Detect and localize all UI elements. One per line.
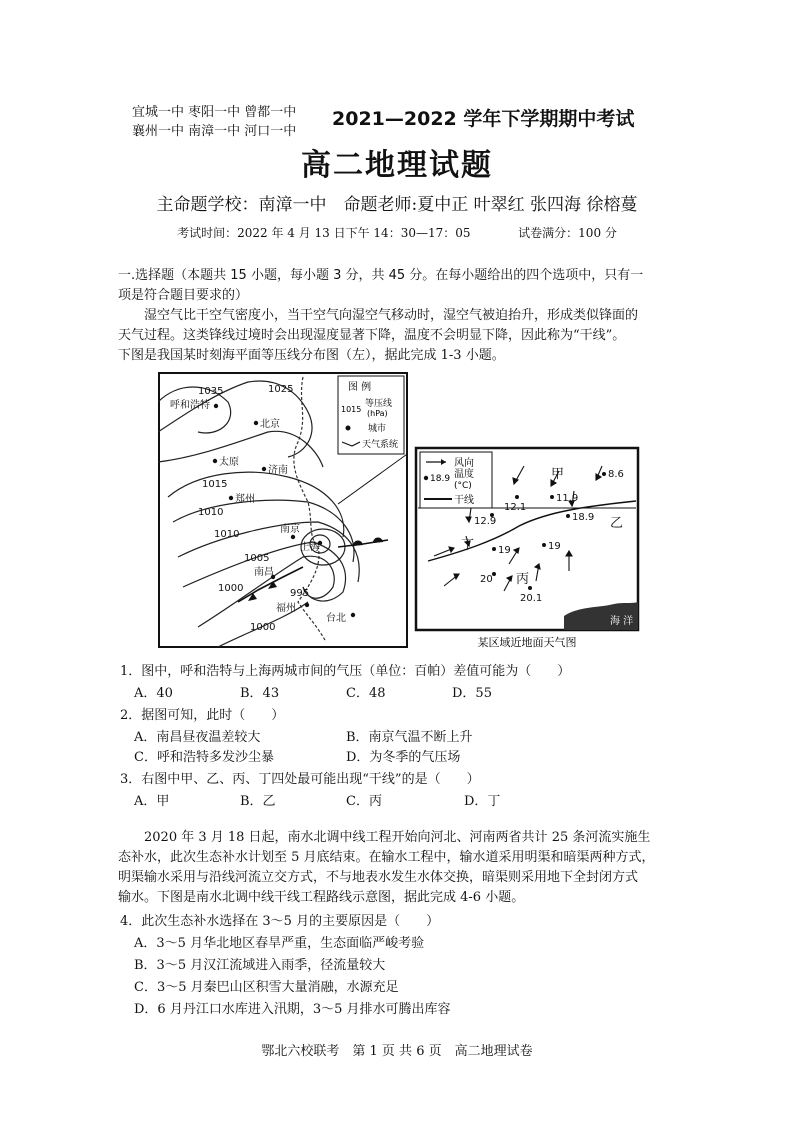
- legend-dryline: 干线: [454, 495, 474, 506]
- section-heading-line1: 一.选择题（本题共 15 小题，每小题 3 分，共 45 分。在每小题给出的四个选项中，只有一: [118, 268, 644, 283]
- isobar-label: 1010: [198, 507, 224, 518]
- temperature-label: 19: [548, 541, 561, 552]
- option[interactable]: C．呼和浩特多发沙尘暴: [134, 750, 274, 765]
- option[interactable]: B．乙: [240, 794, 276, 809]
- option[interactable]: A．南昌昼夜温差较大: [134, 730, 261, 745]
- temperature-label: 18.9: [572, 512, 595, 523]
- passage-2: [118, 828, 698, 908]
- legend-city-dot: [346, 426, 351, 431]
- question-2: [120, 704, 284, 723]
- isobar-label: 1035: [198, 386, 224, 397]
- city-label: 上海: [300, 542, 320, 553]
- location-label-bing: 丙: [516, 572, 530, 587]
- legend-city: 城市: [368, 424, 387, 434]
- option[interactable]: C．丙: [346, 794, 382, 809]
- legend-isobar-value: 1015: [341, 405, 362, 414]
- city-label: 福州: [276, 603, 296, 614]
- passage-1: [118, 306, 688, 366]
- question-stem: 2．据图可知，此时（ ）: [120, 708, 285, 723]
- option[interactable]: A．甲: [134, 794, 170, 809]
- section-heading-line2: 项是符合题目要求的）: [118, 288, 249, 303]
- legend-temp: 温度: [454, 469, 474, 480]
- city-label: 南昌: [254, 567, 274, 578]
- location-label-jia: 甲: [551, 467, 565, 482]
- temperature-label: 12.1: [504, 502, 527, 513]
- legend-weather: 天气系统: [362, 440, 399, 450]
- city-label: 太原: [219, 457, 239, 468]
- passage-1-line3: 下图是我国某时刻海平面等压线分布图（左），据此完成 1-3 小题。: [118, 348, 505, 363]
- option[interactable]: B．3～5 月汉江流域进入雨季，径流量较大: [134, 958, 386, 973]
- option[interactable]: D．6 月丹江口水库进入汛期，3～5 月排水可腾出库容: [134, 1002, 451, 1017]
- option[interactable]: C．48: [346, 686, 386, 701]
- page-title: 高二地理试题: [301, 148, 493, 183]
- question-1: [120, 660, 570, 679]
- temperature-label: 12.9: [474, 516, 497, 527]
- passage-2-line2: 态补水，此次生态补水计划至 5 月底结束。在输水工程中，输水道采用明渠和暗渠两种方式，: [118, 850, 655, 865]
- sea-label: 海 洋: [610, 616, 634, 627]
- map-caption: 某区域近地面天气图: [477, 636, 577, 649]
- legend-temp-unit: (°C): [454, 481, 472, 491]
- city-label: 台北: [326, 613, 346, 624]
- question-stem: 3．右图中甲、乙、丙、丁四处最可能出现“干线”的是（ ）: [120, 772, 480, 787]
- option[interactable]: D．丁: [464, 794, 501, 809]
- exam-info: [0, 224, 794, 241]
- temperature-label: 20.1: [520, 593, 543, 604]
- isobar-label: 995: [290, 588, 310, 599]
- isobar-label: 1025: [268, 384, 294, 395]
- school-list: [132, 103, 296, 141]
- city-label: 济南: [268, 465, 288, 476]
- temperature-label: 19: [498, 545, 511, 556]
- section-heading: [118, 266, 698, 306]
- option[interactable]: A．40: [134, 686, 173, 701]
- city-label: 北京: [260, 419, 280, 430]
- passage-1-line1: 湿空气比干空气密度小，当干空气向湿空气移动时，湿空气被迫抬升，形成类似锋面的: [144, 308, 639, 323]
- isobar-label: 1005: [244, 553, 270, 564]
- school-list-line1: 宜城一中 枣阳一中 曾都一中: [132, 105, 297, 120]
- school-list-line2: 襄州一中 南漳一中 河口一中: [132, 124, 297, 139]
- temperature-label: 8.6: [608, 469, 624, 480]
- legend-temp-sample: 18.9: [430, 474, 451, 484]
- city-label: 呼和浩特: [170, 400, 210, 411]
- legend-unit: (hPa): [367, 409, 388, 418]
- exam-title: 2021—2022 学年下学期期中考试: [332, 108, 635, 130]
- temperature-label: 20: [480, 574, 493, 585]
- option[interactable]: B．南京气温不断上升: [346, 730, 473, 745]
- temperature-label: 11.9: [556, 493, 579, 504]
- passage-2-line4: 输水。下图是南水北调中线干线工程路线示意图，据此完成 4-6 小题。: [118, 890, 525, 905]
- isobar-label: 1015: [202, 479, 228, 490]
- location-label-yi: 乙: [610, 516, 624, 531]
- option[interactable]: A．3～5 月华北地区春旱严重，生态面临严峻考验: [134, 936, 425, 951]
- legend-title: 图 例: [348, 382, 372, 393]
- legend-isobar: 等压线: [365, 399, 393, 409]
- option[interactable]: D．为冬季的气压场: [346, 750, 461, 765]
- exam-time: 考试时间：2022 年 4 月 13 日下午 14：30—17：05: [177, 226, 471, 240]
- page-footer: 鄂北六校联考 第 1 页 共 6 页 高二地理试卷: [261, 1044, 533, 1059]
- location-label-ding: 丁: [461, 538, 475, 553]
- isobar-label: 1000: [250, 622, 276, 633]
- question-stem: 1．图中，呼和浩特与上海两城市间的气压（单位：百帕）差值可能为（ ）: [120, 664, 571, 679]
- city-label: 南京: [280, 524, 300, 535]
- option[interactable]: D．55: [452, 686, 492, 701]
- passage-2-line1: 2020 年 3 月 18 日起，南水北调中线工程开始向河北、河南两省共计 25 条河流实施生: [144, 830, 651, 845]
- isobar-map: [158, 372, 408, 648]
- full-score: 试卷满分：100 分: [518, 226, 617, 240]
- isobar-label: 1000: [218, 583, 244, 594]
- passage-1-line2: 天气过程。这类锋线过境时会出现湿度显著下降，温度不会明显下降，因此称为“干线”。: [118, 328, 626, 343]
- option[interactable]: B．43: [240, 686, 280, 701]
- dryline-map: [414, 446, 640, 652]
- passage-2-line3: 明渠输水采用与沿线河流立交方式，不与地表水发生水体交换，暗渠则采用地下全封闭方式: [118, 870, 639, 885]
- author-line: 主命题学校：南漳一中 命题老师:夏中正 叶翠红 张四海 徐榕蔓: [156, 195, 638, 215]
- question-4-stem: 4．此次生态补水选择在 3～5 月的主要原因是（ ）: [120, 914, 440, 929]
- question-3: [120, 768, 480, 787]
- legend-wind: 风向: [454, 458, 474, 469]
- option[interactable]: C．3～5 月秦巴山区积雪大量消融，水源充足: [134, 980, 399, 995]
- city-label: 郑州: [235, 494, 255, 505]
- isobar-label: 1010: [214, 529, 240, 540]
